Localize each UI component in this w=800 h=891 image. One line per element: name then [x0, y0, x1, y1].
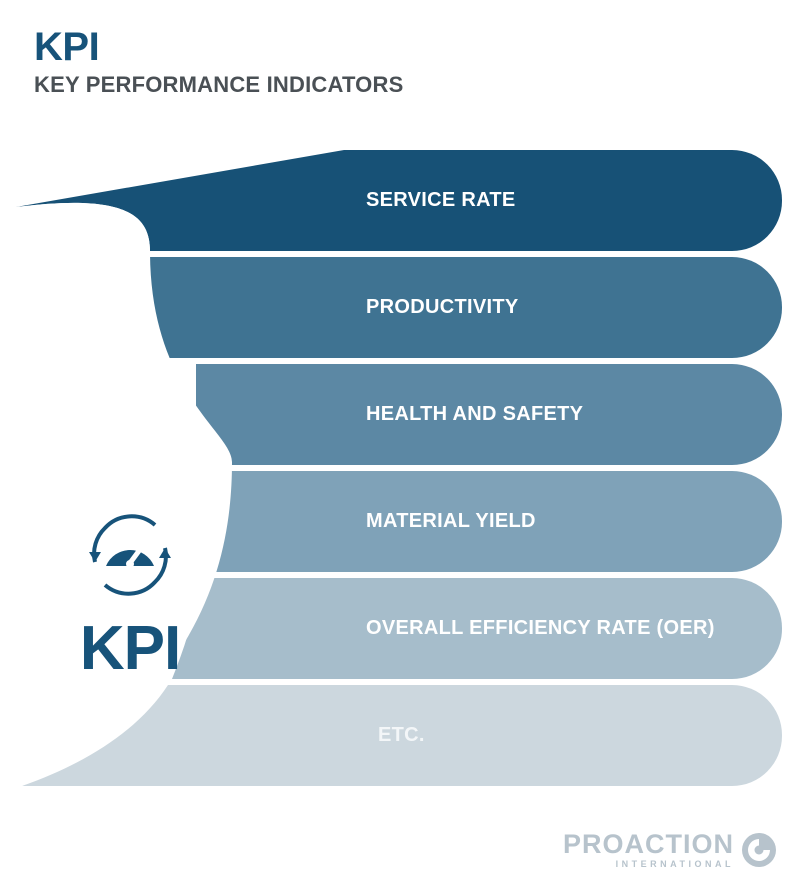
logo-sub-text: INTERNATIONAL	[615, 859, 734, 869]
kpi-center-label: KPI	[79, 614, 181, 683]
funnel-bar-health-and-safety[interactable]	[344, 364, 782, 465]
kpi-center-mark	[20, 500, 240, 683]
page-title: KPI	[34, 25, 100, 69]
funnel-bar-label: HEALTH AND SAFETY	[366, 403, 584, 425]
page-header	[34, 26, 734, 98]
funnel-bar-label: OVERALL EFFICIENCY RATE (OER)	[366, 617, 715, 639]
funnel-wedge-2	[150, 257, 344, 358]
logo-main-text: PROACTION	[563, 829, 734, 859]
proaction-logo	[563, 831, 778, 869]
funnel-bar-label: MATERIAL YIELD	[366, 510, 536, 532]
page-subtitle: KEY PERFORMANCE INDICATORS	[34, 72, 404, 97]
funnel-bar-label: PRODUCTIVITY	[366, 296, 519, 318]
funnel-bar-overall-efficiency-rate[interactable]	[344, 578, 782, 679]
circle-swirl-icon	[740, 831, 778, 869]
logo-text	[563, 831, 734, 869]
funnel-bar-material-yield[interactable]	[344, 471, 782, 572]
funnel-bar-productivity[interactable]	[344, 257, 782, 358]
funnel-bar-label: ETC.	[378, 724, 425, 746]
funnel-bar-service-rate[interactable]	[344, 150, 782, 251]
funnel-bar-etc[interactable]	[344, 685, 782, 786]
kpi-funnel-diagram	[0, 132, 800, 792]
gauge-refresh-icon	[75, 500, 185, 610]
funnel-bar-label: SERVICE RATE	[366, 189, 516, 211]
